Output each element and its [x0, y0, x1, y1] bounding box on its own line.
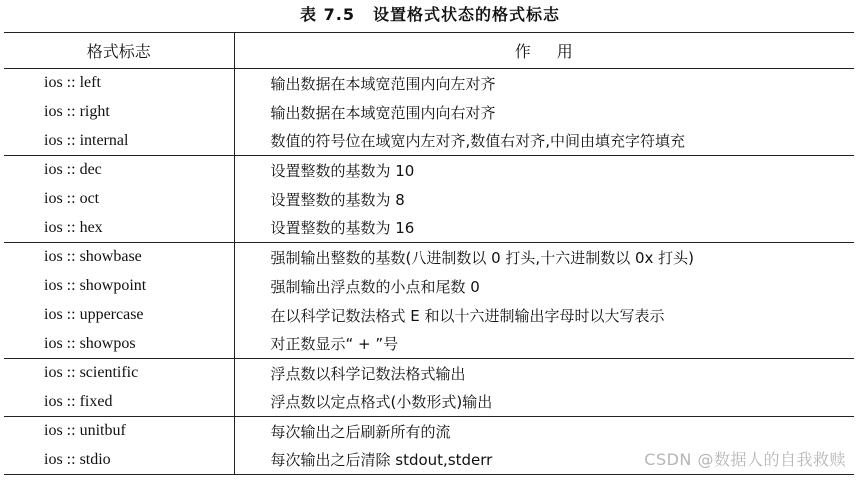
description-cell: 每次输出之后清除 stdout,stderr	[270, 451, 493, 470]
header-description: 作用	[234, 33, 854, 69]
format-flag-cell: ios :: internal	[4, 127, 234, 156]
table-row	[4, 69, 854, 98]
description-cell: 设置整数的基数为 16	[270, 219, 415, 238]
table-row	[4, 98, 854, 127]
table-title: 设置格式状态的格式标志	[372, 5, 560, 24]
header-row	[4, 33, 854, 69]
format-flag-cell: ios :: uppercase	[4, 301, 234, 330]
format-flag-cell: ios :: left	[4, 69, 234, 98]
table-row	[4, 127, 854, 156]
table-row	[4, 243, 854, 272]
format-flag-cell: ios :: showbase	[4, 243, 234, 272]
format-flag-cell: ios :: stdio	[4, 446, 234, 475]
format-flags-table	[4, 32, 854, 475]
description-cell: 输出数据在本域宽范围内向左对齐	[270, 74, 496, 93]
row-group	[4, 69, 854, 156]
description-cell: 数值的符号位在域宽内左对齐,数值右对齐,中间由填充字符填充	[270, 132, 686, 151]
row-group	[4, 156, 854, 243]
description-cell: 输出数据在本域宽范围内向右对齐	[270, 103, 496, 122]
format-flag-cell: ios :: oct	[4, 185, 234, 214]
table-number: 表 7.5	[300, 5, 355, 24]
table-row	[4, 388, 854, 417]
format-flag-cell: ios :: right	[4, 98, 234, 127]
format-flag-cell: ios :: scientific	[4, 359, 234, 388]
table-caption	[0, 4, 860, 26]
description-cell: 浮点数以科学记数法格式输出	[270, 364, 466, 383]
format-flag-cell: ios :: hex	[4, 214, 234, 243]
description-cell: 浮点数以定点格式(小数形式)输出	[270, 393, 493, 412]
watermark: CSDN @数据人的自我救赎	[644, 450, 846, 469]
table-row	[4, 417, 854, 446]
description-cell: 设置整数的基数为 10	[270, 161, 415, 180]
row-group	[4, 359, 854, 417]
description-cell: 强制输出整数的基数(八进制数以 0 打头,十六进制数以 0x 打头)	[270, 248, 695, 267]
description-cell: 在以科学记数法格式 E 和以十六进制输出字母时以大写表示	[270, 306, 665, 325]
format-flag-cell: ios :: unitbuf	[4, 417, 234, 446]
description-cell: 设置整数的基数为 8	[270, 190, 405, 209]
table-row	[4, 214, 854, 243]
description-cell: 强制输出浮点数的小点和尾数 0	[270, 277, 480, 296]
format-flag-cell: ios :: showpoint	[4, 272, 234, 301]
table-row	[4, 359, 854, 388]
row-group	[4, 243, 854, 359]
table-row	[4, 156, 854, 185]
table-row	[4, 301, 854, 330]
table-row	[4, 272, 854, 301]
header-format-flag: 格式标志	[4, 33, 234, 69]
table-header	[4, 33, 854, 69]
description-cell: 每次输出之后刷新所有的流	[270, 422, 451, 441]
format-flag-cell: ios :: fixed	[4, 388, 234, 417]
table-row	[4, 185, 854, 214]
format-flag-cell: ios :: dec	[4, 156, 234, 185]
format-flag-cell: ios :: showpos	[4, 330, 234, 359]
description-cell: 对正数显示“ + ”号	[270, 335, 399, 354]
table-row	[4, 330, 854, 359]
